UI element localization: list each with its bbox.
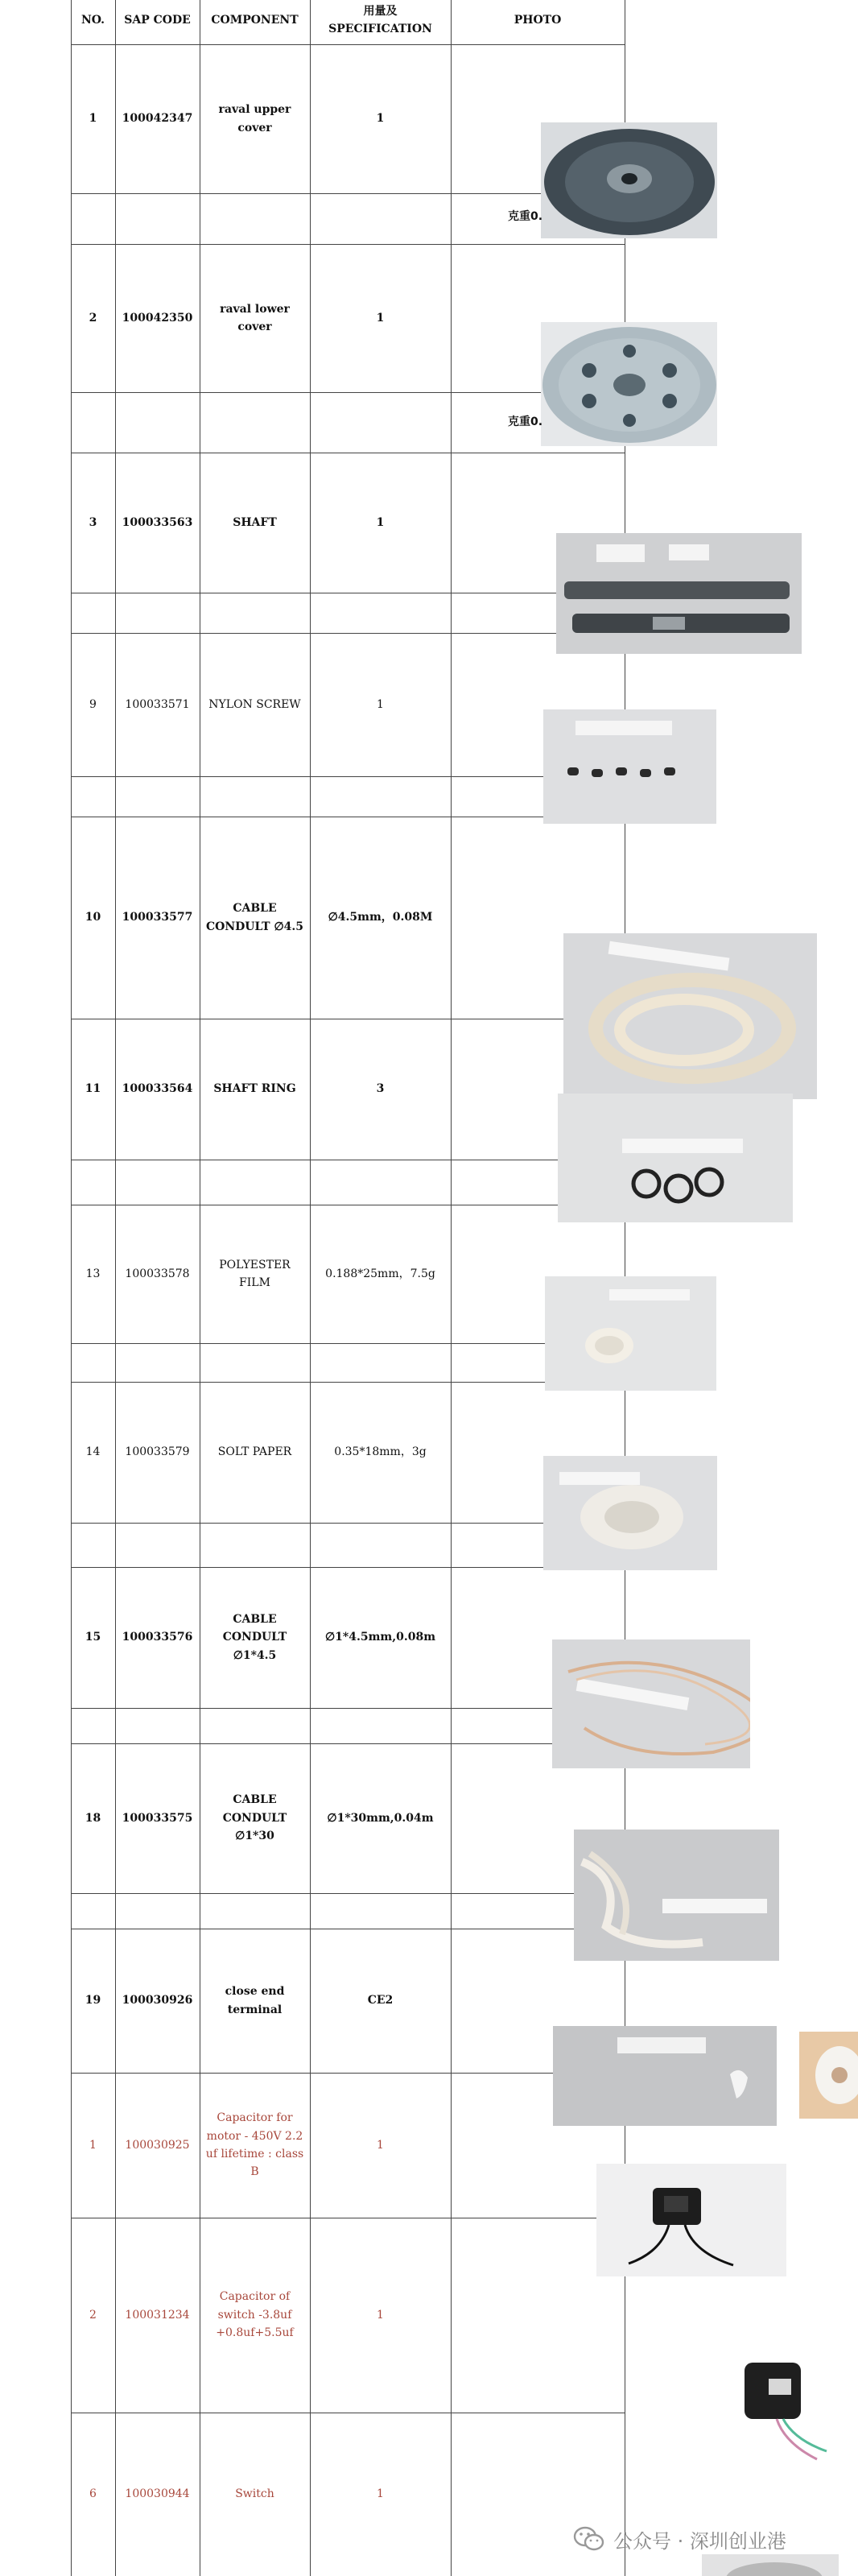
row-specification: ∅4.5mm，0.08M: [328, 911, 433, 924]
row-component: SHAFT RING: [213, 1082, 296, 1096]
weight-note: 克重0.: [508, 210, 543, 223]
row-sap-code: 100033579: [125, 1445, 190, 1459]
row-specification: ∅1*30mm,0.04m: [327, 1811, 434, 1825]
row-specification: 1: [376, 112, 385, 126]
shaft-photo: [556, 533, 802, 654]
close-end-terminal-photo: [553, 2026, 777, 2126]
row-component: close end terminal: [225, 1985, 285, 2016]
watermark-text: 公众号 · 深圳创业港: [613, 2529, 786, 2553]
cable-conduit-thin-photo: [552, 1639, 750, 1768]
row-no: 1: [89, 2138, 97, 2152]
row-specification: ∅1*4.5mm,0.08m: [324, 1631, 436, 1644]
row-no: 2: [89, 2308, 97, 2322]
row-specification: 1: [376, 515, 385, 529]
row-component: CABLE CONDULT ∅1*30: [222, 1793, 287, 1843]
row-sap-code: 100033577: [122, 911, 193, 924]
row-sap-code: 100033564: [122, 1082, 193, 1096]
header-component: COMPONENT: [211, 13, 299, 27]
header-photo: PHOTO: [514, 13, 562, 27]
row-sap-code: 100042350: [122, 311, 193, 325]
row-no: 2: [89, 311, 97, 325]
row-no: 10: [85, 911, 101, 924]
nylon-screw-photo: [543, 709, 716, 824]
watermark: [573, 2523, 786, 2555]
capacitor-switch-photo: [720, 2330, 841, 2469]
row-component: POLYESTER FILM: [219, 1258, 291, 1289]
wechat-icon: [573, 2525, 605, 2553]
row-no: 11: [85, 1082, 101, 1096]
upper-cover-photo: [541, 122, 717, 238]
header-no: NO.: [80, 13, 105, 27]
row-component: SHAFT: [233, 515, 277, 529]
terminal-closeup-photo: [799, 2032, 858, 2119]
row-no: 15: [85, 1631, 101, 1644]
row-specification: 3: [376, 1082, 385, 1096]
header-sap-code: SAP CODE: [124, 13, 191, 27]
row-sap-code: 100030926: [122, 1994, 193, 2007]
row-specification: CE2: [367, 1994, 394, 2007]
row-sap-code: 100033576: [122, 1631, 193, 1644]
row-no: 19: [85, 1994, 101, 2007]
row-sap-code: 100042347: [122, 112, 193, 126]
row-component: CABLE CONDULT ∅1*4.5: [222, 1612, 287, 1662]
row-no: 1: [89, 112, 97, 126]
row-no: 6: [89, 2487, 97, 2501]
row-specification: 1: [377, 2308, 384, 2322]
switch-photo: [702, 2554, 839, 2576]
row-no: 9: [89, 697, 97, 711]
polyester-film-photo: [545, 1276, 716, 1391]
row-component: Switch: [235, 2487, 274, 2501]
row-sap-code: 100030944: [125, 2487, 190, 2501]
row-sap-code: 100031234: [125, 2308, 190, 2322]
row-component: Capacitor for motor - 450V 2.2 uf lifetime : class B: [205, 2111, 304, 2179]
row-sap-code: 100033575: [122, 1811, 193, 1825]
row-no: 13: [85, 1267, 101, 1280]
row-specification: 1: [377, 697, 384, 711]
row-no: 18: [85, 1811, 101, 1825]
row-component: CABLE CONDULT ∅4.5: [205, 902, 304, 933]
row-sap-code: 100033578: [125, 1267, 190, 1280]
row-component: Capacitor of switch -3.8uf +0.8uf+5.5uf: [216, 2290, 294, 2340]
shaft-ring-photo: [558, 1094, 793, 1222]
row-specification: 1: [377, 2487, 384, 2501]
row-specification: 0.188*25mm，7.5g: [325, 1267, 435, 1280]
row-specification: 1: [377, 2138, 384, 2152]
weight-note: 克重0.: [508, 416, 543, 428]
lower-cover-photo: [541, 322, 717, 446]
row-sap-code: 100030925: [125, 2138, 190, 2152]
header-specification: 用量及SPECIFICATION: [328, 4, 432, 35]
row-sap-code: 100033571: [125, 697, 190, 711]
row-specification: 1: [376, 311, 385, 325]
row-sap-code: 100033563: [122, 515, 193, 529]
row-no: 3: [89, 515, 97, 529]
solt-paper-photo: [543, 1456, 717, 1570]
row-component: SOLT PAPER: [217, 1445, 292, 1459]
row-component: NYLON SCREW: [208, 697, 301, 711]
row-component: raval lower cover: [220, 302, 290, 333]
row-specification: 0.35*18mm，3g: [334, 1445, 427, 1459]
cable-conduit-wide-photo: [574, 1830, 779, 1961]
row-component: raval upper cover: [218, 103, 291, 134]
row-no: 14: [85, 1445, 101, 1459]
capacitor-motor-photo: [596, 2164, 786, 2276]
cable-conduit-photo: [563, 933, 817, 1099]
